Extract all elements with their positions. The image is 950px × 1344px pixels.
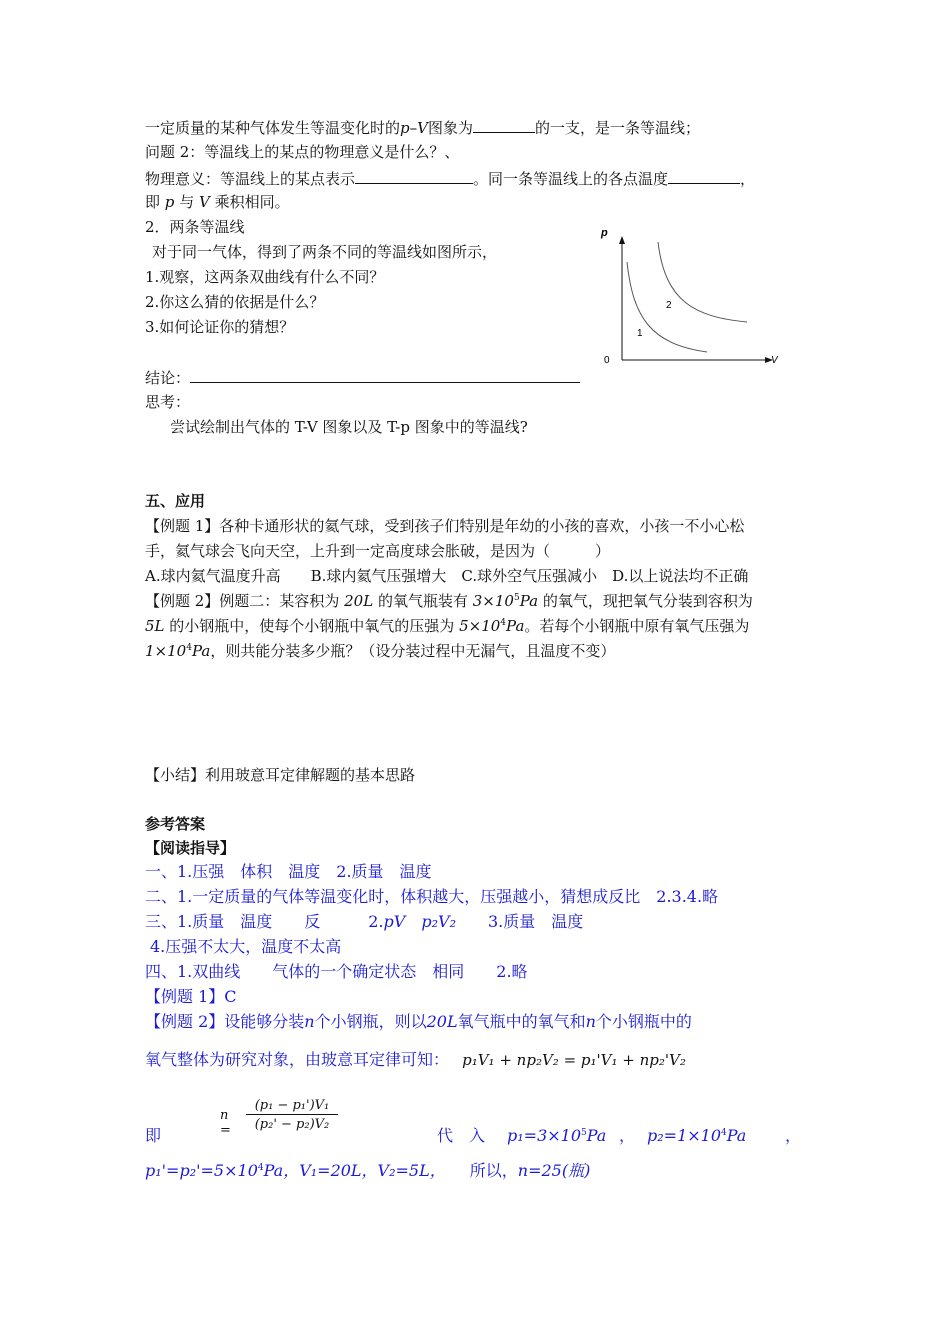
- conclusion-blank[interactable]: [190, 367, 580, 383]
- answer-line: 三、1.质量 温度 反 2.pV p₂V₂ 3.质量 温度: [145, 912, 584, 931]
- answer-line: 四、1.双曲线 气体的一个确定状态 相同 2.略: [145, 962, 528, 981]
- section-title: 五、应用: [145, 492, 206, 510]
- text-line: $1\times 10^4Pa$，则共能分装多少瓶？（设分装过程中无漏气，且温度不变）: [145, 642, 616, 660]
- x-axis-label: V: [771, 355, 778, 366]
- text-line: 结论：: [145, 367, 580, 388]
- text-line: 一定质量的某种气体发生等温变化时的p–V图象为 的一支，是一条等温线；: [145, 119, 700, 137]
- boyle-equation: p₁V₁ + np₂V₂ = p₁'V₁ + np₂'V₂: [462, 1051, 686, 1069]
- answers-title: 参考答案: [145, 815, 206, 833]
- text-line: 物理意义：等温线上的某点表示 。同一条等温线上的各点温度 ，: [145, 170, 756, 188]
- text-line: A.球内氦气温度升高 B.球内氦气压强增大 C.球外空气压强减小 D.以上说法均不正确: [145, 567, 749, 585]
- answer-line: 氧气整体为研究对象，由玻意耳定律可知： p₁V₁ + np₂V₂ = p₁'V₁ + np₂'V₂: [145, 1050, 686, 1069]
- text-line: 【例题 2】例题二：某容积为 20L 的氧气瓶装有 $3\times 10^5Pa$ 的氧气，现把氧气分装到容积为: [145, 592, 753, 610]
- text-line: 2．两条等温线: [145, 218, 245, 236]
- answer-line: 二、1.一定质量的气体等温变化时，体积越大，压强越小，猜想成反比 2.3.4.略: [145, 887, 719, 906]
- answer-line: 即 代 入 $p_1=3\times 10^5Pa$ ， $p_2=1\times 10^4Pa$ ，: [145, 1126, 802, 1145]
- text-line: 1.观察，这两条双曲线有什么不同？: [145, 268, 385, 286]
- fill-blank[interactable]: [473, 117, 535, 133]
- fill-blank[interactable]: [355, 168, 473, 184]
- answer-line: 【例题 1】C: [145, 987, 237, 1006]
- y-axis-arrow: [619, 236, 625, 244]
- text-line: 对于同一气体，得到了两条不同的等温线如图所示，: [152, 243, 498, 261]
- text-line: 思考：: [145, 393, 191, 411]
- summary-line: 【小结】利用玻意耳定律解题的基本思路: [145, 766, 416, 784]
- origin-label: 0: [604, 355, 610, 366]
- text-line: 即 p 与 V 乘积相同。: [145, 193, 290, 211]
- curve-2-label: 2: [666, 300, 672, 311]
- answer-line: 一、1.压强 体积 温度 2.质量 温度: [145, 862, 432, 881]
- isotherm-graph: [595, 222, 795, 372]
- text-line: 问题 2：等温线上的某点的物理意义是什么？、: [145, 143, 460, 161]
- answer-line: 4.压强不太大，温度不太高: [150, 937, 342, 956]
- text-line: 5L 的小钢瓶中，使每个小钢瓶中氧气的压强为 $5\times 10^4Pa$。若每个小钢瓶中原有氧气压强为: [145, 617, 750, 635]
- reading-guide-title: 【阅读指导】: [145, 839, 236, 857]
- text-line: 【例题 1】各种卡通形状的氦气球，受到孩子们特别是年幼的小孩的喜欢，小孩一不小心松: [145, 517, 745, 535]
- text-line: 3.如何论证你的猜想？: [145, 318, 295, 336]
- fill-blank[interactable]: [668, 168, 740, 184]
- text-line: 尝试绘制出气体的 T-V 图象以及 T-p 图象中的等温线?: [170, 418, 528, 436]
- y-axis-label: p: [601, 227, 608, 239]
- answer-line: $p_1'=p_2'=5\times 10^4Pa$，V₁=20L，V₂=5L， 所以，n=25(瓶): [145, 1161, 591, 1180]
- text-line: 手，氦气球会飞向天空，上升到一定高度球会胀破，是因为（ ）: [145, 542, 611, 560]
- text-line: 2.你这么猜的依据是什么？: [145, 293, 325, 311]
- answer-line: 【例题 2】设能够分装n个小钢瓶，则以20L氧气瓶中的氧气和n个小钢瓶中的: [145, 1012, 692, 1031]
- curve-1-label: 1: [637, 328, 643, 339]
